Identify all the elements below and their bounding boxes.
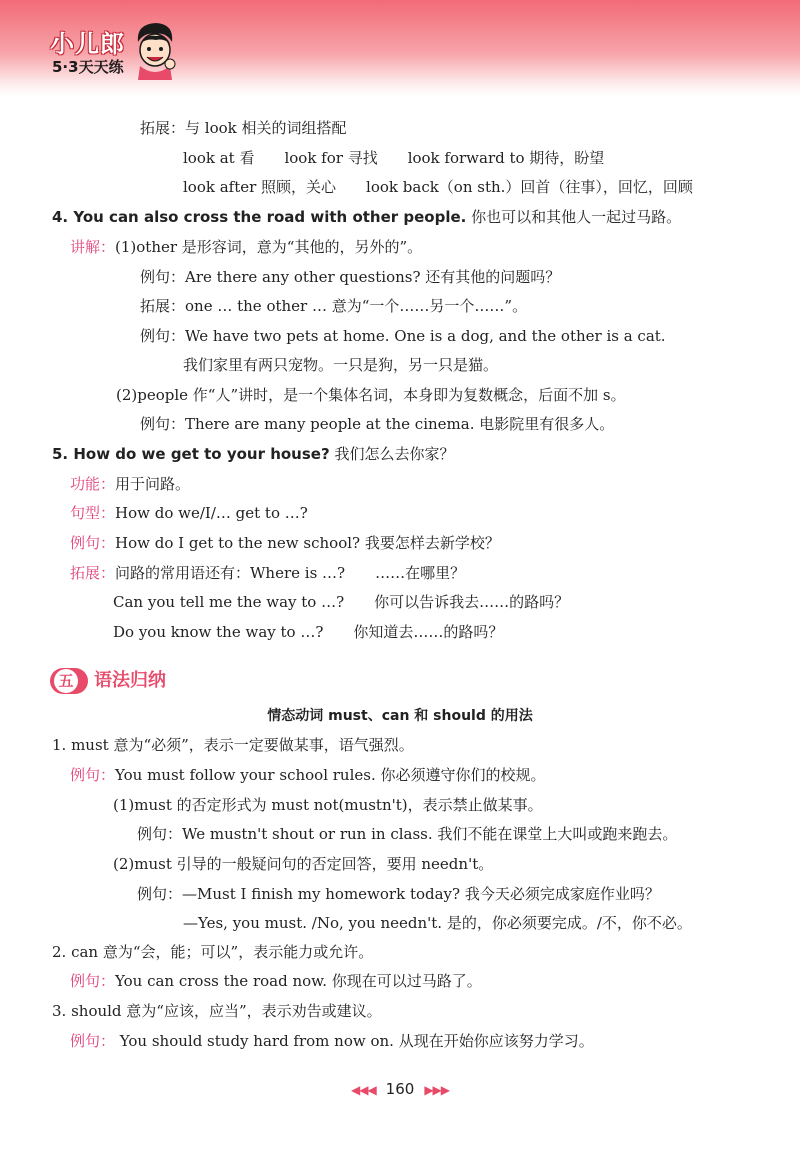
text-line: 1. must 意为“必须”，表示一定要做某事，语气强烈。 (52, 736, 414, 754)
text-line: 2. can 意为“会，能；可以”，表示能力或允许。 (52, 943, 374, 961)
text-line: Do you know the way to …? 你知道去……的路吗？ (113, 623, 504, 641)
text-line: look after 照顾，关心 look back（on sth.）回首（往事），回忆，回顾 (183, 178, 693, 196)
next-arrows-icon: ▶▶▶ (424, 1083, 449, 1097)
section-title: 语法归纳 (94, 670, 166, 691)
text-line: 例句：We mustn't shout or run in class. 我们不能在课堂上大叫或跑来跑去。 (137, 825, 678, 843)
section-badge (50, 668, 88, 694)
example-line (70, 971, 482, 991)
example-text: You can cross the road now. 你现在可以过马路了。 (115, 972, 482, 990)
page-header (0, 0, 800, 96)
text-line: Can you tell me the way to …? 你可以告诉我去……的路吗？ (113, 593, 570, 611)
extension-line (70, 563, 465, 583)
brand-logo (48, 20, 178, 84)
pattern-label: 句型： (70, 504, 116, 522)
subsection-title: 情态动词 must、can 和 should 的用法 (267, 708, 533, 724)
example-line (70, 765, 546, 785)
text-line: 例句：Are there any other questions? 还有其他的问题吗？ (140, 268, 561, 286)
text-line: 例句：—Must I finish my homework today? 我今天必须完成家庭作业吗？ (137, 885, 660, 903)
sentence-5 (52, 444, 454, 464)
text-line: (2)must 引导的一般疑问句的否定回答，要用 needn't。 (113, 855, 494, 873)
brand-title: 小儿郎 (50, 30, 125, 58)
page-number: 160 (385, 1080, 415, 1098)
example-label: 例句： (70, 766, 116, 784)
text-line: (2)people 作“人”讲时，是一个集体名词，本身即为复数概念，后面不加 s。 (116, 386, 626, 404)
pattern-text: How do we/I/… get to …? (115, 504, 308, 522)
explain-label: 讲解： (70, 238, 116, 256)
sentence-4 (52, 207, 681, 227)
text-line: 例句：We have two pets at home. One is a dog, and the other is a cat. (140, 327, 666, 345)
sentence-4-en: 4. You can also cross the road with other people. (52, 208, 467, 226)
prev-arrows-icon: ◀◀◀ (350, 1083, 376, 1097)
example-line (70, 1031, 594, 1051)
extension-label: 拓展： (70, 564, 116, 582)
mascot-icon (132, 20, 178, 80)
sentence-4-cn: 你也可以和其他人一起过马路。 (466, 208, 682, 226)
text-line: 我们家里有两只宠物。一只是狗，另一只是猫。 (183, 356, 499, 374)
function-text: 用于问路。 (115, 475, 191, 493)
pattern-line (70, 503, 308, 523)
example-text: You must follow your school rules. 你必须遵守你们的校规。 (115, 766, 546, 784)
example-text: You should study hard from now on. 从现在开始你应该努力学习。 (115, 1032, 594, 1050)
text-line: (1)must 的否定形式为 must not(mustn't)，表示禁止做某事。 (113, 796, 543, 814)
explain-line (70, 237, 422, 257)
example-text: How do I get to the new school? 我要怎样去新学校？ (115, 534, 500, 552)
function-label: 功能： (70, 475, 116, 493)
example-label: 例句： (70, 534, 116, 552)
text-line: look at 看 look for 寻找 look forward to 期待，盼望 (183, 149, 605, 167)
brand-series: 5·3天天练 (52, 58, 124, 76)
sentence-5-cn: 我们怎么去你家？ (329, 445, 455, 463)
text-line: 例句：There are many people at the cinema. 电影院里有很多人。 (140, 415, 615, 433)
example-line (70, 533, 500, 553)
example-label: 例句： (70, 1032, 116, 1050)
function-line (70, 474, 190, 494)
example-label: 例句： (70, 972, 116, 990)
text-line: 拓展：one … the other … 意为“一个……另一个……”。 (140, 297, 528, 315)
explain-text: (1)other 是形容词，意为“其他的，另外的”。 (115, 238, 423, 256)
sentence-5-en: 5. How do we get to your house? (52, 445, 330, 463)
section-number: 五 (54, 669, 78, 693)
text-line: 3. should 意为“应该，应当”，表示劝告或建议。 (52, 1002, 382, 1020)
text-line: —Yes, you must. /No, you needn't. 是的，你必须要完成。/不，你不必。 (183, 914, 692, 932)
extension-text: 问路的常用语还有：Where is …? ……在哪里？ (115, 564, 466, 582)
page-footer (0, 1080, 800, 1098)
text-line: 拓展：与 look 相关的词组搭配 (140, 119, 347, 137)
